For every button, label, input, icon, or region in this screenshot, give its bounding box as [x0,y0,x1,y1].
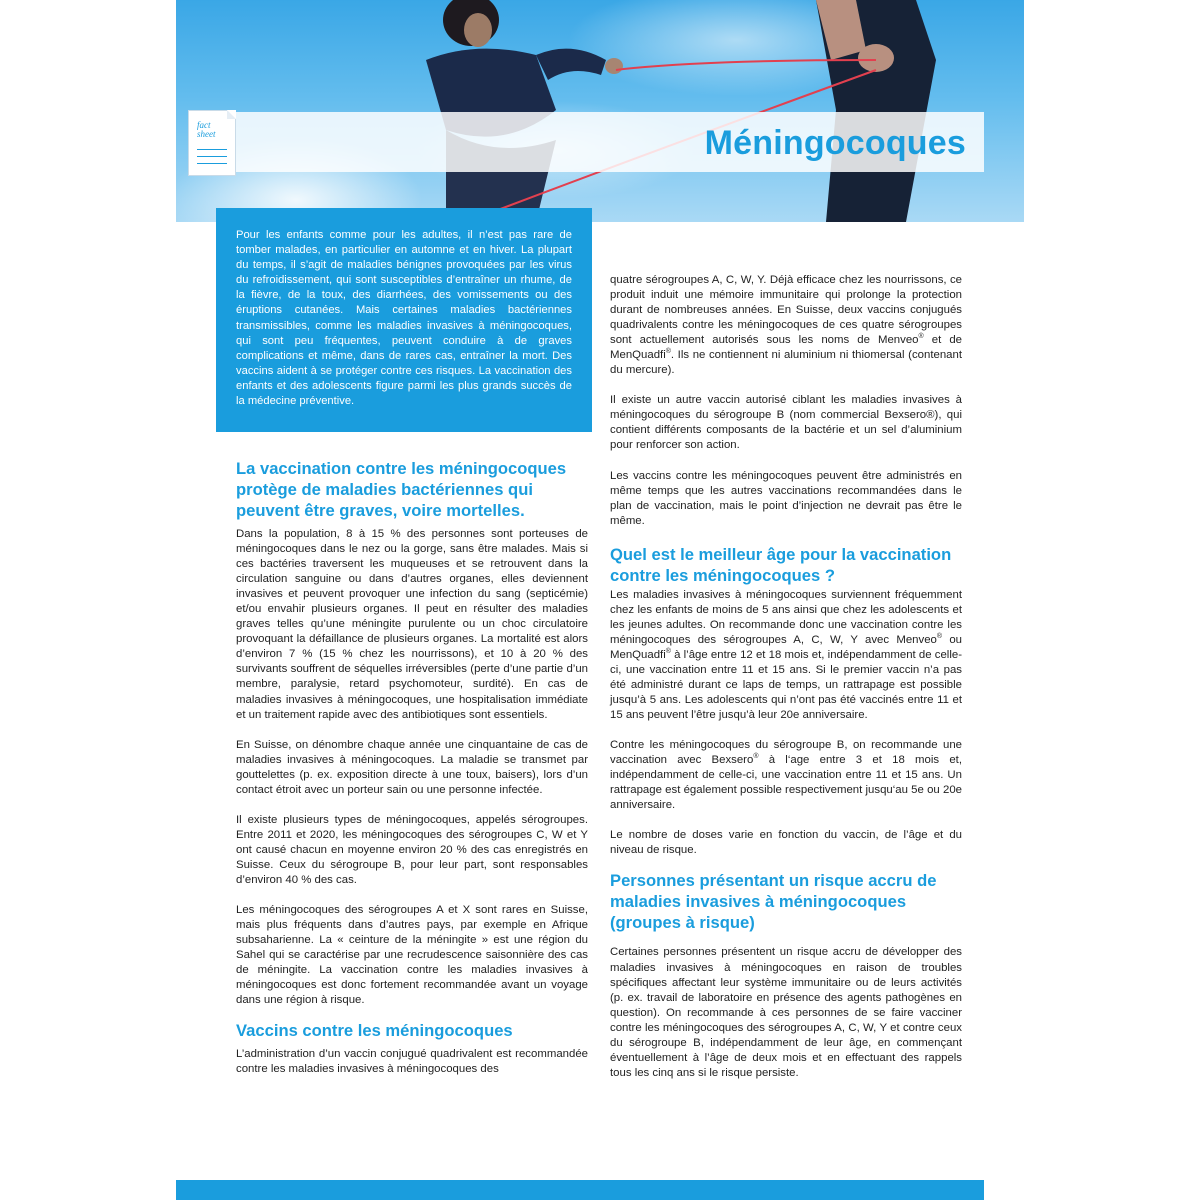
section-heading-protection: La vaccination contre les méningocoques protège de maladies bactériennes qui peuvent être graves, voire mortelles. [236,459,567,520]
registered-mark: ® [665,348,671,356]
fact-sheet-icon-line [197,163,227,164]
section-heading-vaccines: Vaccins contre les méningocoques [236,1021,513,1041]
section-heading-best-age: Quel est le meilleur âge pour la vaccination contre les méningocoques ? [610,544,952,585]
registered-mark: ® [936,633,943,641]
paragraph-doses: Le nombre de doses varie en fonction du vaccin, de l’âge et du niveau de risque. [610,829,962,857]
paragraph-risk-groups: Certaines personnes présentent un risque accru de développer des maladies invasives à méningocoques en raison de troubles spécifiques affectant leur système immunitaire ou de leurs activités (p. ex. travail de laboratoire en présence des agents pathogènes en question). On recommande à ces personnes de se faire vacciner contre les méningocoques des sérogroupes A, C, W, Y et contre ceux du sérogroupe B, indépendamment de leur âge, en commençant éventuellement à l’âge de deux mois et en effectuant des rappels tous les cinq ans si le risque persiste. [610,946,962,1079]
section-heading-risk-groups: Personnes présentant un risque accru de maladies invasives à méningocoques (groupes à risque) [610,871,937,933]
registered-mark: ® [665,648,671,656]
paragraph-switzerland-cases: En Suisse, on dénombre chaque année une cinquantaine de cas de maladies invasives à méningocoques. La maladie se transmet par gouttelettes (p. ex. exposition directe à une toux, baisers), lors d’un contact étroit avec un porteur sain ou une personne infectée. [236,738,588,796]
hero-girl-face [464,13,492,47]
paragraph-quadrivalent-part1: quatre sérogroupes A, C, W, Y. Déjà efficace chez les nourrissons, ce produit induit une mémoire immunitaire qui prolonge la protection durant de nombreuses années. En Suisse, deux vaccins conjugués quadrivalents contre les méningocoques de ces quatre sérogroupes sont actuellement autorisés sous les noms de Menveo [610,274,962,347]
hero-girl-hand [605,58,623,74]
paragraph-quadrivalent [610,273,962,378]
paragraph-vaccine-intro: L’administration d’un vaccin conjugué quadrivalent est recommandée contre les maladies invasives à méningocoques des [236,1048,588,1076]
paragraph-coadministration: Les vaccins contre les méningocoques peuvent être administrés en même temps que les autres vaccinations recommandées dans le plan de vaccination, mais le point d’injection ne devrait pas être le même. [610,469,962,527]
fact-sheet-label [197,121,231,139]
paragraph-quadrivalent-part2: et de MenQuadfi [610,334,963,362]
hero-person-hand [858,44,894,72]
paragraph-age-acwy-part2: ou MenQuadfi [610,633,962,661]
title-band [230,112,984,172]
paragraph-age-acwy-part1: Les maladies invasives à méningocoques surviennent fréquemment chez les enfants de moins de 5 ans ainsi que chez les adolescents et les jeunes adultes. On recommande donc une vaccination contre les méningocoques des sérogroupes A, C, W, Y avec Menveo [610,588,962,646]
fact-sheet-icon-line [197,149,227,150]
left-column [236,458,588,1077]
fact-sheet-page [176,0,1024,1200]
intro-text: Pour les enfants comme pour les adultes, il n’est pas rare de tomber malades, en particulier en automne et en hiver. La plupart du temps, il s’agit de maladies bénignes provoquées par les virus du refroidissement, qui sont susceptibles d’entraîner un rhume, de la fièvre, de la toux, des diarrhées, des vomissements ou des éruptions cutanées. Mais certaines maladies bactériennes transmissibles, comme les maladies invasives à méningocoques, qui sont peu fréquentes, peuvent conduire à de graves complications et même, dans de rares cas, entraîner la mort. Des vaccins aident à se protéger contre ces risques. La vaccination des enfants et des adolescents figure parmi les plus grands succès de la médecine préventive. [236,229,572,408]
hero-girl-arm [536,49,606,80]
fact-sheet-label-line1: fact [197,120,211,130]
paragraph-serogroups: Il existe plusieurs types de méningocoques, appelés sérogroupes. Entre 2011 et 2020, les méningocoques des sérogroupes C, W et Y ont causé chacun en moyenne environ 20 % des cas enregistrés en Suisse. Ceux du sérogroupe B, pour leur part, sont responsables d’environ 40 % des cas. [236,813,588,886]
registered-mark: ® [918,333,924,341]
hero-photo [176,0,1024,222]
fact-sheet-icon [188,110,236,176]
paragraph-quadrivalent-part3: . Ils ne contiennent ni aluminium ni thiomersal (contenant du mercure). [610,349,962,377]
paragraph-carriers: Dans la population, 8 à 15 % des personnes sont porteuses de méningocoques dans le nez ou la gorge, sans être malades. Mais si ces bactéries traversent les muqueuses et se retrouvent dans la circulation sanguine ou dans d’autres organes, elles deviennent invasives et peuvent provoquer une infection du sang (septicémie) et/ou envahir plusieurs organes. Il peut en résulter des maladies graves telles qu’une méningite purulente ou un choc circulatoire provoquant la défaillance de plusieurs organes. La mortalité est alors d’environ 7 % (15 % chez les nourrissons), et 10 à 20 % des survivants souffrent de séquelles irréversibles (perte d’une partie d’un membre, paralysie, retard psychomoteur, surdité). En cas de maladies invasives à méningocoques, une hospitalisation immédiate et un traitement rapide avec des antibiotiques sont essentiels. [236,528,588,721]
paragraph-age-b-part1: Contre les méningocoques du sérogroupe B, on recommande une vaccination avec Bexsero [610,739,962,767]
fact-sheet-label-line2: sheet [197,129,216,139]
registered-mark: ® [753,753,759,761]
paragraph-age-b-part2: à l‘age entre 3 et 18 mois et, indépendamment de celle-ci, une vaccination entre 11 et 15 ans. Un rattrapage est également possible respectivement jusqu‘au 5e ou 20e anniversaire. [610,754,962,812]
paragraph-travel: Les méningocoques des sérogroupes A et X sont rares en Suisse, mais plus fréquents dans d’autres pays, par exemple en Afrique subsaharienne. La « ceinture de la méningite » est une région du Sahel qui se caractérise par une recrudescence saisonnière des cas de méningite. La vaccination contre les maladies invasives à méningocoques est donc fortement recommandée avant un voyage dans une région à risque. [236,904,588,1007]
page-title: Méningocoques [704,124,966,162]
paragraph-age-acwy [610,588,962,723]
fact-sheet-icon-fold [227,110,236,119]
fact-sheet-icon-line [197,156,227,157]
footer-bar [176,1180,984,1200]
paragraph-bexsero: Il existe un autre vaccin autorisé ciblant les maladies invasives à méningocoques du sérogroupe B (nom commercial Bexsero®), qui contient différents composants de la bactérie et un sel d’aluminium pour renforcer son action. [610,394,962,452]
intro-box [216,208,592,432]
hero-illustration [176,0,1024,222]
right-column [610,273,962,1081]
paragraph-age-b [610,738,962,813]
paragraph-age-acwy-part3: à l’âge entre 12 et 18 mois et, indépendamment de celle-ci, une vaccination entre 11 et 15 ans. Si le premier vaccin n’a pas été administré durant ce laps de temps, un rattrapage est possible jusqu’à 5 ans. Les adolescents qui n’ont pas été vaccinés entre 11 et 15 ans peuvent l’être jusqu’à leur 20e anniversaire. [610,648,962,722]
